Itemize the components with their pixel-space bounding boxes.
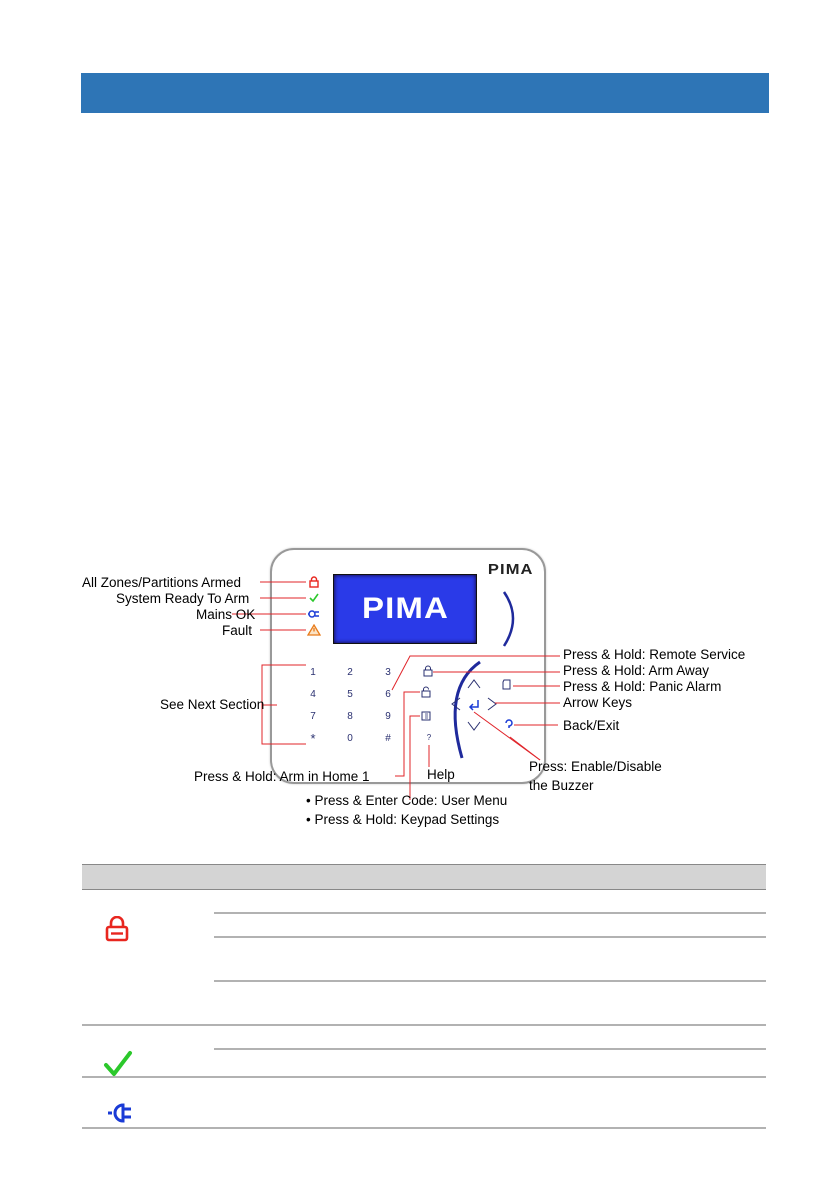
screen-logo: PIMA [361,592,449,625]
key-9[interactable]: 9 [385,711,391,722]
user-menu-text: Press & Enter Code: User Menu [314,793,508,808]
key-4[interactable]: 4 [310,689,316,700]
callout-arm-away: Press & Hold: Arm Away [563,663,710,678]
key-7[interactable]: 7 [310,711,316,722]
keypad-settings-text: Press & Hold: Keypad Settings [314,812,500,827]
callout-keypad-settings: • Press & Hold: Keypad Settings [306,812,500,827]
key-2[interactable]: 2 [347,667,353,678]
key-3[interactable]: 3 [385,667,391,678]
callout-buzzer-2: the Buzzer [529,778,594,793]
keypad-brand: PIMA [487,561,534,578]
callout-ready: System Ready To Arm [116,591,250,606]
callout-arrows: Arrow Keys [563,695,633,710]
key-6[interactable]: 6 [385,689,391,700]
plug-icon [104,1102,134,1124]
check-icon [103,1050,133,1078]
callout-mains: Mains OK [196,607,256,622]
callout-back: Back/Exit [563,718,620,733]
callout-fault: Fault [222,623,253,638]
key-8[interactable]: 8 [347,711,353,722]
key-hash[interactable]: # [385,733,391,744]
callout-all-armed: All Zones/Partitions Armed [82,575,242,590]
key-5[interactable]: 5 [347,689,353,700]
callout-help: Help [427,767,455,782]
callout-remote-service: Press & Hold: Remote Service [563,647,746,662]
help-key[interactable]: ? [426,733,432,742]
lock-icon [104,916,130,942]
key-1[interactable]: 1 [310,667,316,678]
callout-user-menu: • Press & Enter Code: User Menu [306,793,508,808]
callout-buzzer-1: Press: Enable/Disable [529,759,662,774]
callout-arm-home: Press & Hold: Arm in Home 1 [194,769,370,784]
callout-panic: Press & Hold: Panic Alarm [563,679,722,694]
callout-see-next: See Next Section [160,697,265,712]
key-star[interactable]: * [310,731,316,746]
key-0[interactable]: 0 [347,733,353,744]
